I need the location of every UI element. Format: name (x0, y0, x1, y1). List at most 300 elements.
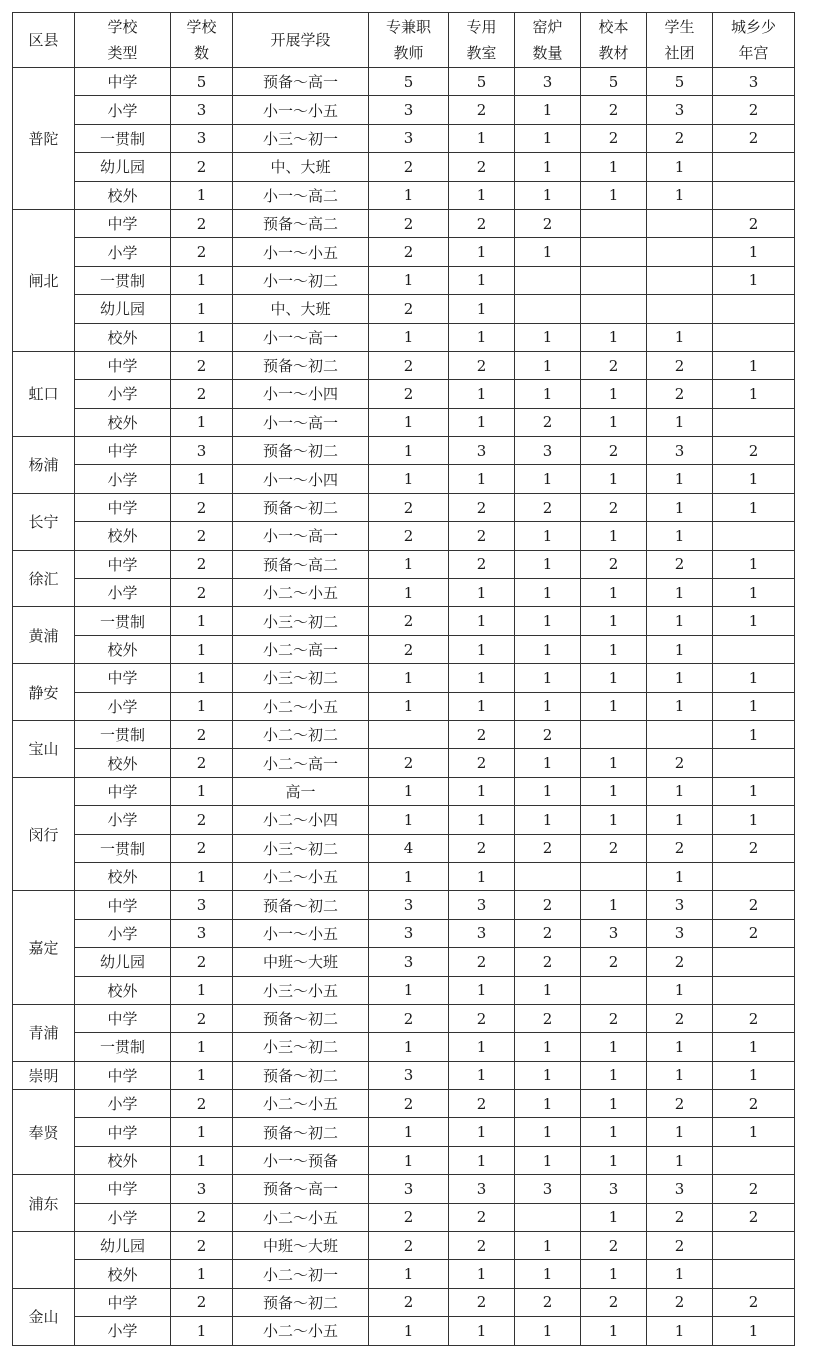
table-cell-textbooks: 3 (581, 919, 647, 947)
table-cell-classrooms: 1 (449, 1033, 515, 1061)
table-cell-classrooms: 1 (449, 295, 515, 323)
table-cell-student-clubs: 2 (647, 749, 713, 777)
table-cell-youth-palace: 2 (713, 124, 795, 152)
table-cell-teachers: 3 (369, 96, 449, 124)
table-cell-grade-range: 小二～初一 (233, 1260, 369, 1288)
table-cell-school-count: 2 (171, 579, 233, 607)
table-cell-student-clubs: 1 (647, 1061, 713, 1089)
table-cell-school-count: 1 (171, 664, 233, 692)
table-cell-textbooks: 2 (581, 437, 647, 465)
table-cell-youth-palace: 1 (713, 607, 795, 635)
table-cell-kilns: 1 (515, 153, 581, 181)
table-row (13, 806, 795, 834)
table-cell-school-type: 中学 (75, 351, 171, 379)
table-cell-teachers (369, 720, 449, 748)
table-row (13, 550, 795, 578)
table-cell-school-count: 1 (171, 976, 233, 1004)
table-cell-teachers: 2 (369, 1288, 449, 1316)
table-cell-youth-palace: 1 (713, 493, 795, 521)
table-cell-school-type: 校外 (75, 862, 171, 890)
table-cell-grade-range: 预备～初二 (233, 1288, 369, 1316)
table-cell-grade-range: 小二～高一 (233, 635, 369, 663)
table-cell-student-clubs (647, 295, 713, 323)
district-cell: 闵行 (13, 777, 75, 891)
table-cell-kilns: 1 (515, 1260, 581, 1288)
table-cell-classrooms: 2 (449, 834, 515, 862)
column-header-line: 专用 (466, 18, 497, 36)
table-cell-student-clubs: 1 (647, 1033, 713, 1061)
table-cell-school-type: 小学 (75, 238, 171, 266)
table-row (13, 437, 795, 465)
table-cell-textbooks: 1 (581, 777, 647, 805)
table-cell-classrooms: 2 (449, 749, 515, 777)
table-cell-kilns: 1 (515, 1118, 581, 1146)
table-cell-textbooks: 1 (581, 1118, 647, 1146)
table-cell-school-type: 校外 (75, 323, 171, 351)
table-cell-classrooms: 1 (449, 1118, 515, 1146)
table-cell-student-clubs (647, 720, 713, 748)
table-cell-school-count: 2 (171, 834, 233, 862)
table-cell-grade-range: 小二～小五 (233, 862, 369, 890)
table-cell-youth-palace: 2 (713, 1203, 795, 1231)
table-cell-grade-range: 中班～大班 (233, 1232, 369, 1260)
table-row (13, 1175, 795, 1203)
table-cell-classrooms: 2 (449, 1203, 515, 1231)
table-cell-school-count: 2 (171, 720, 233, 748)
table-row (13, 96, 795, 124)
table-cell-classrooms: 2 (449, 1004, 515, 1032)
table-cell-student-clubs (647, 209, 713, 237)
table-cell-student-clubs: 3 (647, 1175, 713, 1203)
table-cell-youth-palace: 2 (713, 437, 795, 465)
table-cell-school-type: 中学 (75, 664, 171, 692)
table-cell-kilns: 1 (515, 692, 581, 720)
table-cell-classrooms: 2 (449, 96, 515, 124)
table-cell-student-clubs: 2 (647, 1203, 713, 1231)
table-row (13, 891, 795, 919)
table-cell-kilns: 1 (515, 635, 581, 663)
table-cell-grade-range: 预备～初二 (233, 437, 369, 465)
table-cell-teachers: 2 (369, 238, 449, 266)
table-cell-textbooks: 1 (581, 323, 647, 351)
table-cell-student-clubs: 1 (647, 579, 713, 607)
table-cell-teachers: 1 (369, 976, 449, 1004)
table-row (13, 664, 795, 692)
table-cell-school-type: 中学 (75, 891, 171, 919)
table-cell-classrooms: 1 (449, 664, 515, 692)
table-cell-kilns: 1 (515, 749, 581, 777)
table-cell-classrooms: 2 (449, 351, 515, 379)
table-cell-school-type: 中学 (75, 1004, 171, 1032)
table-cell-grade-range: 预备～初二 (233, 1004, 369, 1032)
table-cell-classrooms: 1 (449, 465, 515, 493)
table-cell-grade-range: 小二～小五 (233, 1203, 369, 1231)
column-header-school-type (75, 13, 171, 68)
table-cell-teachers: 2 (369, 209, 449, 237)
table-cell-teachers: 1 (369, 664, 449, 692)
column-header-kilns (515, 13, 581, 68)
table-cell-school-type: 校外 (75, 976, 171, 1004)
table-cell-kilns: 1 (515, 1317, 581, 1345)
table-cell-teachers: 1 (369, 1118, 449, 1146)
table-cell-grade-range: 小一～小四 (233, 465, 369, 493)
column-header-line: 教师 (393, 44, 424, 62)
table-cell-textbooks (581, 976, 647, 1004)
table-cell-school-type: 小学 (75, 919, 171, 947)
table-cell-student-clubs: 3 (647, 96, 713, 124)
table-cell-textbooks: 1 (581, 380, 647, 408)
table-cell-kilns (515, 1203, 581, 1231)
column-header-line: 类型 (107, 44, 138, 62)
table-cell-classrooms: 1 (449, 266, 515, 294)
table-cell-grade-range: 小二～小五 (233, 1317, 369, 1345)
table-cell-classrooms: 1 (449, 806, 515, 834)
table-row (13, 124, 795, 152)
table-cell-textbooks: 1 (581, 1203, 647, 1231)
table-row (13, 493, 795, 521)
table-cell-textbooks (581, 720, 647, 748)
table-cell-student-clubs: 3 (647, 919, 713, 947)
table-cell-grade-range: 中、大班 (233, 153, 369, 181)
table-cell-textbooks: 2 (581, 550, 647, 578)
table-cell-school-count: 1 (171, 607, 233, 635)
column-header-school-count (171, 13, 233, 68)
table-cell-school-type: 小学 (75, 1203, 171, 1231)
table-cell-kilns: 1 (515, 1146, 581, 1174)
table-cell-classrooms: 2 (449, 1232, 515, 1260)
table-cell-student-clubs (647, 266, 713, 294)
table-cell-school-count: 2 (171, 1232, 233, 1260)
district-cell: 浦东 (13, 1175, 75, 1232)
column-header-line: 教材 (598, 44, 629, 62)
table-cell-student-clubs: 1 (647, 777, 713, 805)
table-cell-youth-palace: 1 (713, 720, 795, 748)
table-cell-youth-palace (713, 635, 795, 663)
table-cell-school-count: 1 (171, 862, 233, 890)
table-row (13, 323, 795, 351)
table-cell-textbooks: 1 (581, 806, 647, 834)
table-cell-youth-palace (713, 1146, 795, 1174)
table-cell-grade-range: 小二～小五 (233, 1090, 369, 1118)
table-cell-textbooks: 1 (581, 1061, 647, 1089)
table-cell-kilns: 1 (515, 380, 581, 408)
table-cell-student-clubs: 1 (647, 976, 713, 1004)
table-row (13, 295, 795, 323)
table-cell-school-count: 2 (171, 493, 233, 521)
table-cell-student-clubs: 1 (647, 153, 713, 181)
table-cell-teachers: 3 (369, 891, 449, 919)
table-cell-kilns: 1 (515, 465, 581, 493)
table-cell-textbooks (581, 238, 647, 266)
table-cell-school-count: 1 (171, 408, 233, 436)
table-cell-school-count: 1 (171, 1033, 233, 1061)
table-cell-teachers: 2 (369, 493, 449, 521)
table-cell-classrooms: 1 (449, 408, 515, 436)
table-cell-school-count: 3 (171, 919, 233, 947)
table-cell-school-type: 中学 (75, 1175, 171, 1203)
table-cell-classrooms: 1 (449, 323, 515, 351)
table-cell-textbooks: 1 (581, 607, 647, 635)
header-row (13, 13, 795, 68)
table-cell-textbooks: 1 (581, 1090, 647, 1118)
table-row (13, 465, 795, 493)
table-cell-teachers: 2 (369, 153, 449, 181)
table-cell-grade-range: 预备～初二 (233, 493, 369, 521)
table-cell-grade-range: 预备～初二 (233, 1061, 369, 1089)
table-cell-student-clubs: 2 (647, 1004, 713, 1032)
table-row (13, 266, 795, 294)
table-cell-school-count: 3 (171, 437, 233, 465)
table-cell-school-type: 中学 (75, 493, 171, 521)
table-cell-school-type: 小学 (75, 806, 171, 834)
table-cell-school-count: 1 (171, 1118, 233, 1146)
table-cell-classrooms: 1 (449, 1317, 515, 1345)
table-cell-kilns: 1 (515, 806, 581, 834)
table-cell-classrooms: 2 (449, 948, 515, 976)
table-cell-classrooms: 2 (449, 209, 515, 237)
table-cell-grade-range: 中班～大班 (233, 948, 369, 976)
table-cell-school-count: 2 (171, 380, 233, 408)
table-cell-classrooms: 1 (449, 976, 515, 1004)
table-cell-school-type: 中学 (75, 550, 171, 578)
table-cell-school-type: 中学 (75, 1118, 171, 1146)
table-cell-kilns: 2 (515, 408, 581, 436)
table-cell-teachers: 2 (369, 1004, 449, 1032)
table-cell-classrooms: 2 (449, 153, 515, 181)
table-cell-teachers: 1 (369, 437, 449, 465)
table-cell-school-type: 一贯制 (75, 720, 171, 748)
table-row (13, 1061, 795, 1089)
table-cell-textbooks: 2 (581, 96, 647, 124)
table-cell-kilns: 1 (515, 777, 581, 805)
table-cell-youth-palace (713, 1260, 795, 1288)
table-cell-kilns: 2 (515, 209, 581, 237)
table-cell-classrooms: 1 (449, 862, 515, 890)
table-cell-classrooms: 3 (449, 437, 515, 465)
table-cell-school-type: 一贯制 (75, 266, 171, 294)
table-cell-teachers: 1 (369, 408, 449, 436)
district-cell (13, 1232, 75, 1289)
district-cell: 虹口 (13, 351, 75, 436)
district-cell: 崇明 (13, 1061, 75, 1089)
table-cell-youth-palace: 1 (713, 351, 795, 379)
table-row (13, 720, 795, 748)
table-cell-grade-range: 小一～高二 (233, 181, 369, 209)
table-cell-school-type: 一贯制 (75, 834, 171, 862)
table-row (13, 1004, 795, 1032)
table-cell-kilns (515, 862, 581, 890)
table-cell-kilns: 3 (515, 437, 581, 465)
table-cell-school-count: 1 (171, 323, 233, 351)
table-cell-grade-range: 高一 (233, 777, 369, 805)
table-cell-grade-range: 小二～小五 (233, 579, 369, 607)
table-cell-youth-palace: 1 (713, 579, 795, 607)
table-cell-grade-range: 小二～高一 (233, 749, 369, 777)
table-cell-classrooms: 1 (449, 1061, 515, 1089)
table-cell-textbooks: 2 (581, 493, 647, 521)
table-cell-teachers: 1 (369, 465, 449, 493)
table-row (13, 919, 795, 947)
table-cell-kilns: 3 (515, 1175, 581, 1203)
table-cell-youth-palace: 3 (713, 68, 795, 96)
district-cell: 闸北 (13, 209, 75, 351)
table-cell-teachers: 2 (369, 1090, 449, 1118)
table-cell-school-count: 2 (171, 238, 233, 266)
table-row (13, 948, 795, 976)
table-row (13, 579, 795, 607)
table-cell-kilns: 2 (515, 1288, 581, 1316)
table-cell-school-count: 3 (171, 96, 233, 124)
table-row (13, 181, 795, 209)
table-cell-student-clubs: 1 (647, 323, 713, 351)
table-cell-school-type: 中学 (75, 209, 171, 237)
table-row (13, 1090, 795, 1118)
table-cell-school-type: 小学 (75, 1090, 171, 1118)
table-cell-teachers: 3 (369, 919, 449, 947)
table-cell-grade-range: 小一～高一 (233, 323, 369, 351)
table-cell-grade-range: 预备～初二 (233, 1118, 369, 1146)
table-cell-grade-range: 预备～高二 (233, 550, 369, 578)
table-cell-grade-range: 小一～高一 (233, 522, 369, 550)
table-cell-kilns: 1 (515, 1090, 581, 1118)
table-cell-classrooms: 3 (449, 891, 515, 919)
table-cell-teachers: 5 (369, 68, 449, 96)
table-row (13, 1288, 795, 1316)
table-row (13, 408, 795, 436)
table-cell-textbooks: 1 (581, 522, 647, 550)
table-cell-youth-palace (713, 862, 795, 890)
table-cell-youth-palace (713, 749, 795, 777)
column-header-line: 区县 (28, 31, 59, 49)
table-cell-textbooks (581, 266, 647, 294)
district-cell: 嘉定 (13, 891, 75, 1005)
table-cell-youth-palace (713, 323, 795, 351)
table-cell-kilns: 1 (515, 1033, 581, 1061)
table-cell-classrooms: 1 (449, 1146, 515, 1174)
table-cell-youth-palace: 2 (713, 891, 795, 919)
table-cell-teachers: 2 (369, 380, 449, 408)
column-header-line: 学校 (186, 18, 217, 36)
table-cell-student-clubs: 1 (647, 465, 713, 493)
table-cell-textbooks: 1 (581, 891, 647, 919)
table-cell-youth-palace: 1 (713, 266, 795, 294)
table-cell-classrooms: 2 (449, 522, 515, 550)
table-cell-grade-range: 预备～高一 (233, 1175, 369, 1203)
table-cell-textbooks: 1 (581, 692, 647, 720)
table-cell-textbooks: 1 (581, 664, 647, 692)
column-header-textbooks (581, 13, 647, 68)
table-row (13, 351, 795, 379)
table-cell-youth-palace: 1 (713, 465, 795, 493)
table-cell-kilns (515, 295, 581, 323)
table-cell-school-count: 2 (171, 1288, 233, 1316)
table-cell-teachers: 1 (369, 579, 449, 607)
table-cell-school-type: 校外 (75, 408, 171, 436)
table-cell-youth-palace: 1 (713, 1033, 795, 1061)
table-cell-grade-range: 小三～初一 (233, 124, 369, 152)
table-cell-school-count: 2 (171, 749, 233, 777)
table-cell-youth-palace (713, 181, 795, 209)
table-cell-school-type: 一贯制 (75, 124, 171, 152)
table-cell-kilns: 2 (515, 834, 581, 862)
table-cell-school-type: 一贯制 (75, 1033, 171, 1061)
table-cell-school-count: 5 (171, 68, 233, 96)
table-cell-youth-palace: 2 (713, 209, 795, 237)
table-cell-youth-palace: 2 (713, 919, 795, 947)
table-cell-textbooks: 1 (581, 465, 647, 493)
table-cell-school-type: 中学 (75, 437, 171, 465)
table-cell-school-count: 3 (171, 1175, 233, 1203)
table-cell-school-count: 1 (171, 635, 233, 663)
table-cell-grade-range: 小一～小五 (233, 96, 369, 124)
column-header-grade-range (233, 13, 369, 68)
table-cell-classrooms: 1 (449, 380, 515, 408)
table-cell-student-clubs: 3 (647, 891, 713, 919)
table-cell-youth-palace: 1 (713, 806, 795, 834)
table-cell-textbooks (581, 862, 647, 890)
table-cell-textbooks: 2 (581, 1288, 647, 1316)
table-cell-student-clubs: 2 (647, 380, 713, 408)
table-cell-teachers: 2 (369, 1203, 449, 1231)
table-cell-grade-range: 预备～初二 (233, 891, 369, 919)
district-cell: 宝山 (13, 720, 75, 777)
column-header-classrooms (449, 13, 515, 68)
table-cell-grade-range: 预备～高二 (233, 209, 369, 237)
table-cell-grade-range: 小一～预备 (233, 1146, 369, 1174)
table-cell-grade-range: 小二～初二 (233, 720, 369, 748)
table-cell-classrooms: 2 (449, 1090, 515, 1118)
table-cell-teachers: 2 (369, 522, 449, 550)
table-cell-textbooks: 2 (581, 351, 647, 379)
table-cell-grade-range: 小三～小五 (233, 976, 369, 1004)
table-cell-textbooks: 1 (581, 579, 647, 607)
table-cell-classrooms: 2 (449, 1288, 515, 1316)
table-cell-youth-palace: 2 (713, 1288, 795, 1316)
table-row (13, 209, 795, 237)
table-cell-teachers: 2 (369, 607, 449, 635)
table-cell-student-clubs: 1 (647, 522, 713, 550)
table-cell-student-clubs: 2 (647, 124, 713, 152)
table-row (13, 380, 795, 408)
district-cell: 杨浦 (13, 437, 75, 494)
table-row (13, 607, 795, 635)
table-cell-youth-palace (713, 295, 795, 323)
table-row (13, 1118, 795, 1146)
table-cell-school-type: 小学 (75, 380, 171, 408)
table-cell-school-count: 1 (171, 1146, 233, 1174)
table-cell-teachers: 4 (369, 834, 449, 862)
table-cell-classrooms: 2 (449, 720, 515, 748)
table-cell-kilns: 1 (515, 607, 581, 635)
table-cell-school-count: 2 (171, 522, 233, 550)
table-cell-teachers: 3 (369, 124, 449, 152)
table-cell-youth-palace: 1 (713, 777, 795, 805)
table-cell-grade-range: 小三～初二 (233, 1033, 369, 1061)
table-cell-student-clubs: 1 (647, 1118, 713, 1146)
table-cell-youth-palace: 2 (713, 834, 795, 862)
table-cell-student-clubs: 1 (647, 181, 713, 209)
table-cell-student-clubs: 1 (647, 806, 713, 834)
table-cell-youth-palace: 1 (713, 550, 795, 578)
table-cell-textbooks: 2 (581, 834, 647, 862)
table-cell-teachers: 3 (369, 948, 449, 976)
column-header-district (13, 13, 75, 68)
table-cell-kilns: 2 (515, 1004, 581, 1032)
column-header-line: 年宫 (738, 44, 769, 62)
table-cell-school-type: 小学 (75, 692, 171, 720)
table-cell-textbooks: 2 (581, 1232, 647, 1260)
table-body (13, 68, 795, 1346)
